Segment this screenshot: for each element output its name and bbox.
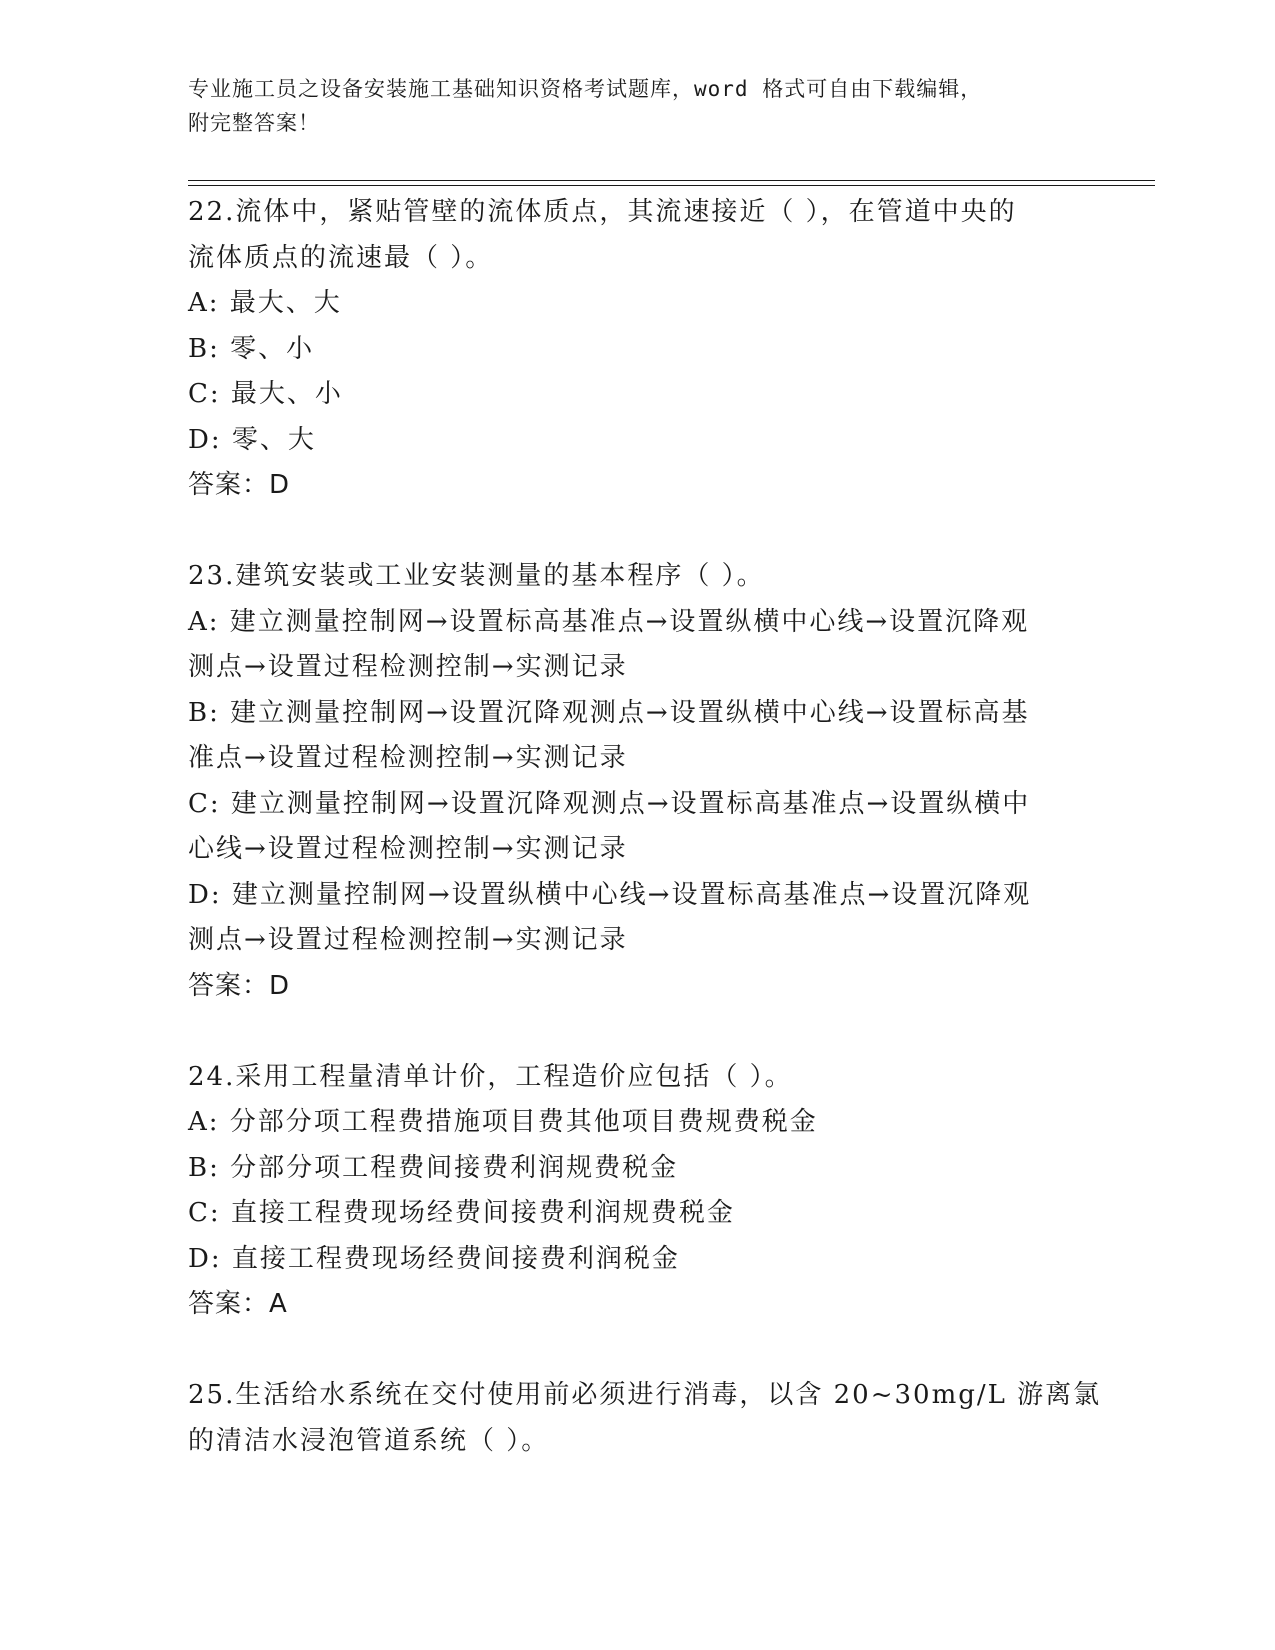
option-text-line: B: 分部分项工程费间接费利润规费税金 [188, 1152, 679, 1183]
question-spacer [188, 509, 1088, 555]
header-line-1: 专业施工员之设备安装施工基础知识资格考试题库，word 格式可自由下载编辑， [188, 77, 983, 101]
question-option [188, 1146, 1088, 1192]
document-header [188, 72, 1068, 140]
option-text-line: D: 直接工程费现场经费间接费利润税金 [188, 1243, 680, 1274]
question-option [188, 1100, 1088, 1146]
question-option [188, 782, 1088, 873]
question-option [188, 418, 1088, 464]
option-text-line: D: 零、大 [188, 424, 316, 455]
option-text-line: A: 建立测量控制网→设置标高基准点→设置纵横中心线→设置沉降观 [188, 606, 1030, 637]
question-option [188, 327, 1088, 373]
question-stem-line: 的清洁水浸泡管道系统（ ）。 [188, 1425, 550, 1456]
question-option [188, 600, 1088, 691]
option-text-line: D: 建立测量控制网→设置纵横中心线→设置标高基准点→设置沉降观 [188, 879, 1032, 910]
question-stem-line: 22.流体中，紧贴管壁的流体质点，其流速接近（ ），在管道中央的 [188, 197, 1017, 227]
question-block [188, 190, 1088, 509]
header-line-2: 附完整答案！ [188, 111, 320, 135]
option-text-line: A: 最大、大 [188, 288, 342, 318]
option-text-line: A: 分部分项工程费措施项目费其他项目费规费税金 [188, 1107, 818, 1137]
option-text-line: 测点→设置过程检测控制→实测记录 [188, 652, 628, 682]
option-text-line: C: 直接工程费现场经费间接费利润规费税金 [188, 1198, 735, 1228]
question-stem-line: 25.生活给水系统在交付使用前必须进行消毒，以含 20~30mg/L 游离氯 [188, 1380, 1102, 1410]
question-spacer [188, 1009, 1088, 1055]
question-spacer [188, 1328, 1088, 1374]
header-rule-top [188, 180, 1155, 181]
header-rule-bottom [188, 185, 1155, 186]
answer-label: 答案：A [188, 1289, 288, 1319]
option-text-line: 心线→设置过程检测控制→实测记录 [188, 834, 628, 864]
option-text-line: 准点→设置过程检测控制→实测记录 [188, 743, 628, 773]
option-text-line: C: 建立测量控制网→设置沉降观测点→设置标高基准点→设置纵横中 [188, 788, 1031, 819]
question-list [188, 190, 1102, 1464]
question-option [188, 281, 1088, 327]
question-block [188, 554, 1088, 1009]
question-option [188, 372, 1088, 418]
question-option [188, 1237, 1088, 1283]
question-stem-line: 23.建筑安装或工业安装测量的基本程序（ ）。 [188, 561, 765, 591]
answer-label: 答案：D [188, 470, 291, 500]
question-option [188, 1191, 1088, 1237]
option-text-line: 测点→设置过程检测控制→实测记录 [188, 925, 628, 955]
question-stem-line: 流体质点的流速最（ ）。 [188, 242, 494, 273]
question-block [188, 1373, 1102, 1464]
question-stem-line: 24.采用工程量清单计价，工程造价应包括（ ）。 [188, 1061, 793, 1092]
option-text-line: C: 最大、小 [188, 379, 343, 409]
question-block [188, 1055, 1088, 1328]
question-option [188, 691, 1088, 782]
answer-label: 答案：D [188, 970, 291, 1001]
question-option [188, 873, 1088, 964]
option-text-line: B: 建立测量控制网→设置沉降观测点→设置纵横中心线→设置标高基 [188, 697, 1030, 728]
option-text-line: B: 零、小 [188, 333, 315, 364]
